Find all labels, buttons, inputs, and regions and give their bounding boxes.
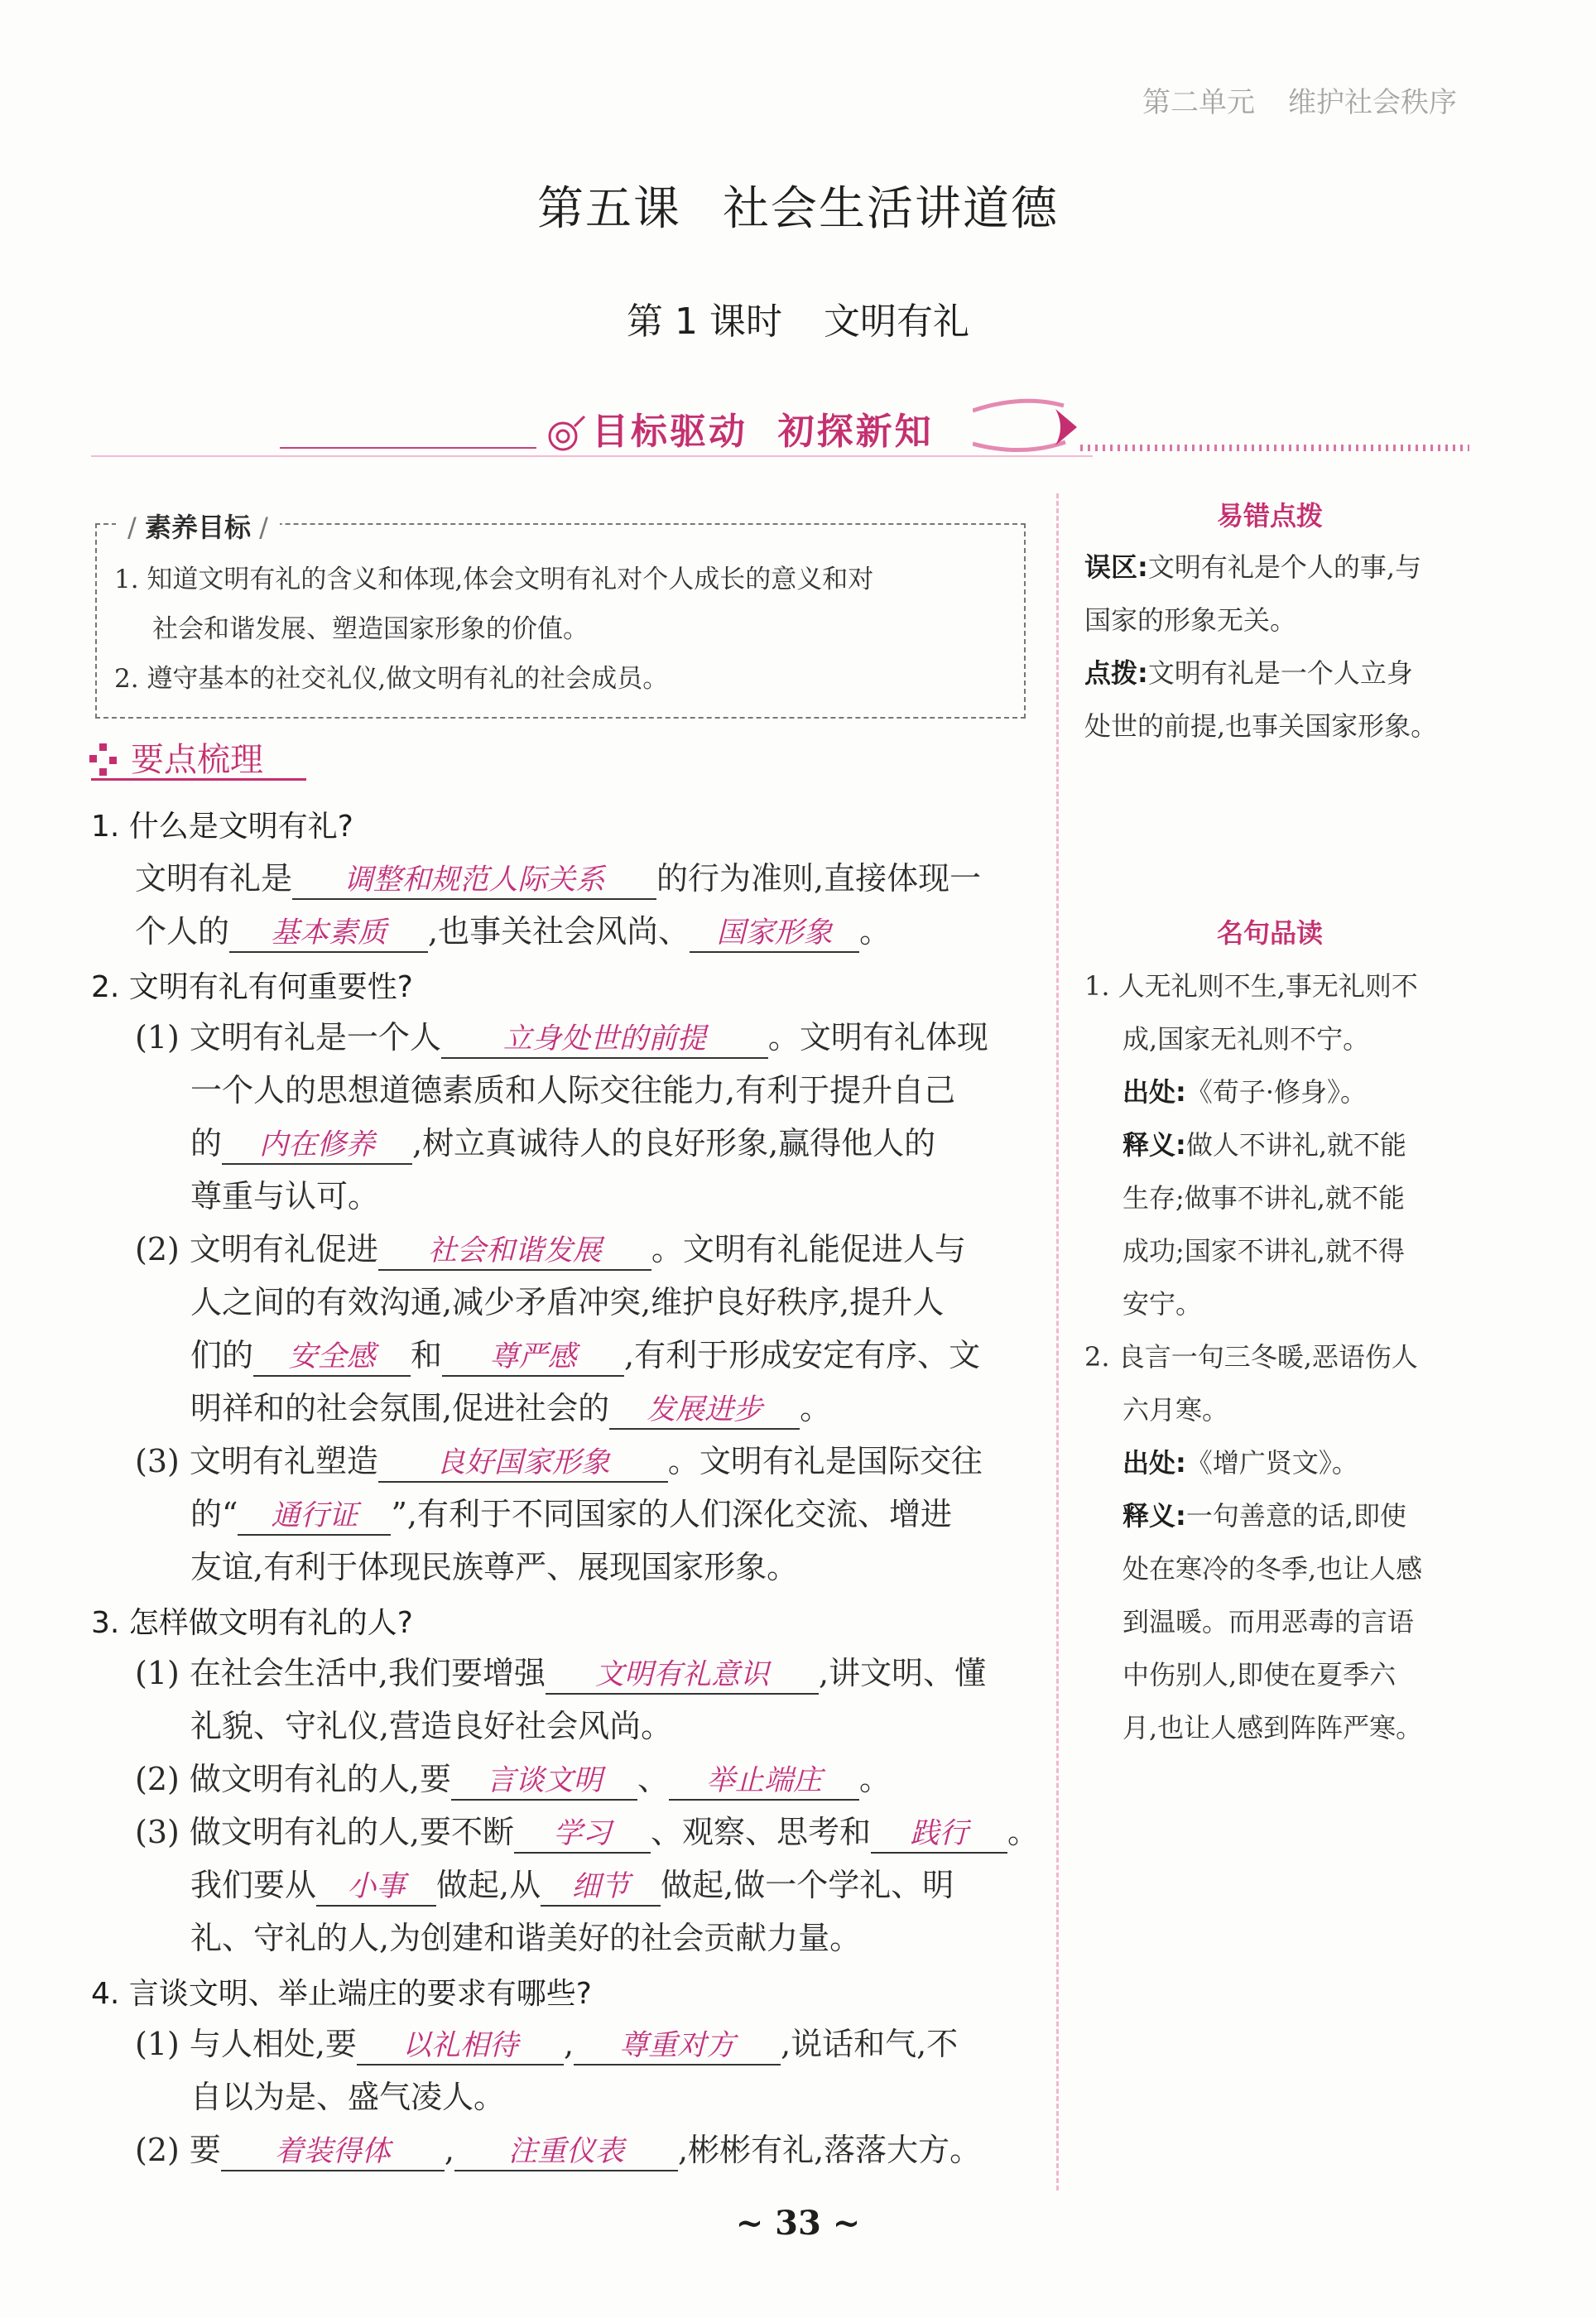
answer-blank: 注重仪表 (454, 2133, 678, 2171)
q2-p1-line-3: 的 内在修养 ,树立真诚待人的良好形象,赢得他人的 (190, 1118, 935, 1165)
goal-item-2: 2. 遵守基本的社交礼仪,做文明有礼的社会成员。 (114, 664, 669, 694)
lesson-name: 社会生活讲道德 (723, 182, 1059, 236)
answer-blank: 通行证 (238, 1498, 391, 1536)
section-banner (592, 402, 934, 454)
answer-blank: 以礼相待 (357, 2027, 564, 2066)
q3-p3-line-1: (3) 做文明有礼的人,要不断 学习 、观察、思考和 践行 。 (135, 1806, 1039, 1854)
q2-p3-line-1: (3) 文明有礼塑造 良好国家形象 。文明有礼是国际交往 (135, 1436, 983, 1483)
unit-label: 第二单元 (1142, 86, 1255, 119)
answer-blank: 细节 (541, 1868, 661, 1907)
answer-blank: 尊严感 (442, 1339, 624, 1377)
quote-2-source: 出处:《增广贤文》。 (1122, 1447, 1358, 1479)
q3-p3-line-3: 礼、守礼的人,为创建和谐美好的社会贡献力量。 (190, 1920, 862, 1956)
answer-blank: 学习 (514, 1815, 651, 1854)
q3-p2-line-1: (2) 做文明有礼的人,要 言谈文明 、 举止端庄 。 (135, 1753, 891, 1801)
tip-line-1: 点拨:文明有礼是一个人立身 (1084, 657, 1413, 689)
question-3-title: 3. 怎样做文明有礼的人? (91, 1606, 413, 1640)
q2-p1-line-2: 一个人的思想道德素质和人际交往能力,有利于提升自己 (190, 1072, 956, 1109)
q1-line-1: 文明有礼是 调整和规范人际关系 的行为准则,直接体现一 (135, 853, 981, 900)
unit-title: 维护社会秩序 (1288, 86, 1457, 119)
q2-p2-line-1: (2) 文明有礼促进 社会和谐发展 。文明有礼能促进人与 (135, 1224, 966, 1271)
question-4-title: 4. 言谈文明、举止端庄的要求有哪些? (91, 1977, 592, 2011)
answer-blank: 国家形象 (690, 915, 859, 953)
banner-swoosh-icon (973, 394, 1080, 460)
quote-1-meaning-4: 安宁。 (1122, 1288, 1203, 1320)
q2-p1-line-4: 尊重与认可。 (190, 1178, 380, 1214)
answer-blank: 践行 (871, 1815, 1007, 1854)
answer-blank: 良好国家形象 (378, 1445, 668, 1483)
banner-part2: 初探新知 (777, 411, 934, 453)
sublesson-number: 第 1 课时 (627, 301, 782, 343)
answer-blank: 小事 (316, 1868, 436, 1907)
question-2-title: 2. 文明有礼有何重要性? (91, 970, 413, 1004)
quote-1-meaning-1: 释义:做人不讲礼,就不能 (1122, 1129, 1406, 1161)
q2-p2-line-2: 人之间的有效沟通,减少矛盾冲突,维护良好秩序,提升人 (190, 1284, 945, 1320)
q3-p1-line-1: (1) 在社会生活中,我们要增强 文明有礼意识 ,讲文明、懂 (135, 1647, 986, 1695)
quote-2-meaning-5: 月,也让人感到阵阵严寒。 (1122, 1712, 1423, 1743)
quote-1-source: 出处:《荀子·修身》。 (1122, 1076, 1367, 1108)
sublesson-name: 文明有礼 (823, 301, 969, 343)
section-title: 要点梳理 (131, 741, 263, 779)
banner-part1: 目标驱动 (592, 411, 748, 453)
answer-blank: 发展进步 (609, 1392, 800, 1430)
banner-left-line (280, 447, 536, 449)
quote-2-meaning-2: 处在寒冷的冬季,也让人感 (1122, 1553, 1423, 1585)
answer-blank: 内在修养 (222, 1127, 412, 1165)
q2-p2-line-3: 们的 安全感 和 尊严感 ,有利于形成安定有序、文 (190, 1330, 980, 1377)
target-icon (538, 410, 588, 459)
answer-blank: 举止端庄 (669, 1763, 859, 1801)
quote-1-meaning-3: 成功;国家不讲礼,就不得 (1122, 1235, 1405, 1267)
column-divider (1056, 493, 1059, 2191)
quote-2-meaning-4: 中伤别人,即使在夏季六 (1122, 1659, 1396, 1690)
answer-blank: 安全感 (253, 1339, 411, 1377)
banner-right-dotted (1080, 445, 1469, 451)
q2-p1-line-1: (1) 文明有礼是一个人 立身处世的前提 。文明有礼体现 (135, 1012, 988, 1059)
running-header (1142, 79, 1457, 120)
answer-blank: 文明有礼意识 (546, 1657, 819, 1695)
quote-2-line-1: 2. 良言一句三冬暖,恶语伤人 (1084, 1341, 1418, 1373)
goals-label: / 素养目标 / (116, 507, 280, 545)
question-1-title: 1. 什么是文明有礼? (91, 810, 353, 844)
quote-2-line-2: 六月寒。 (1122, 1394, 1229, 1426)
q2-p2-line-4: 明祥和的社会氛围,促进社会的 发展进步 。 (190, 1383, 831, 1430)
answer-blank: 着装得体 (221, 2133, 445, 2171)
q3-p1-line-2: 礼貌、守礼仪,营造良好社会风尚。 (190, 1708, 673, 1744)
lesson-number: 第五课 (537, 182, 681, 236)
q4-p1-line-2: 自以为是、盛气凌人。 (190, 2079, 506, 2115)
answer-blank: 社会和谐发展 (378, 1233, 651, 1271)
sublesson-title (0, 291, 1596, 344)
sidebar-title-mistakes: 易错点拨 (1217, 500, 1324, 531)
quote-1-meaning-2: 生存;做事不讲礼,就不能 (1122, 1182, 1405, 1214)
section-underline (91, 778, 306, 781)
q2-p3-line-2: 的“ 通行证 ”,有利于不同国家的人们深化交流、增进 (190, 1488, 952, 1536)
misconception-line-1: 误区:文明有礼是个人的事,与 (1084, 551, 1421, 583)
quote-2-meaning-1: 释义:一句善意的话,即使 (1122, 1500, 1406, 1532)
misconception-line-2: 国家的形象无关。 (1084, 604, 1297, 636)
q2-p3-line-3: 友谊,有利于体现民族尊严、展现国家形象。 (190, 1549, 799, 1585)
page-number: ~ 33 ~ (735, 2204, 861, 2243)
sidebar-title-quotes: 名句品读 (1217, 917, 1324, 949)
q1-line-2: 个人的 基本素质 ,也事关社会风尚、 国家形象 。 (135, 906, 891, 953)
answer-blank: 尊重对方 (574, 2027, 781, 2066)
answer-blank: 立身处世的前提 (441, 1021, 768, 1059)
q4-p1-line-1: (1) 与人相处,要 以礼相待 , 尊重对方 ,说话和气,不 (135, 2018, 958, 2066)
goal-item-1: 1. 知道文明有礼的含义和体现,体会文明有礼对个人成长的意义和对 社会和谐发展、塑造国家形象的价值。 (114, 565, 874, 644)
answer-blank: 言谈文明 (451, 1763, 637, 1801)
q3-p3-line-2: 我们要从 小事 做起,从 细节 做起,做一个学礼、明 (190, 1859, 954, 1907)
answer-blank: 调整和规范人际关系 (292, 862, 656, 900)
q4-p2-line-1: (2) 要 着装得体 , 注重仪表 ,彬彬有礼,落落大方。 (135, 2124, 981, 2171)
quote-1-line-2: 成,国家无礼则不宁。 (1122, 1023, 1370, 1055)
lesson-title (0, 172, 1596, 238)
quote-2-meaning-3: 到温暖。而用恶毒的言语 (1122, 1606, 1415, 1638)
tip-line-2: 处世的前提,也事关国家形象。 (1084, 710, 1438, 742)
banner-underline (91, 455, 1093, 457)
quote-1-line-1: 1. 人无礼则不生,事无礼则不 (1084, 970, 1418, 1002)
answer-blank: 基本素质 (229, 915, 428, 953)
